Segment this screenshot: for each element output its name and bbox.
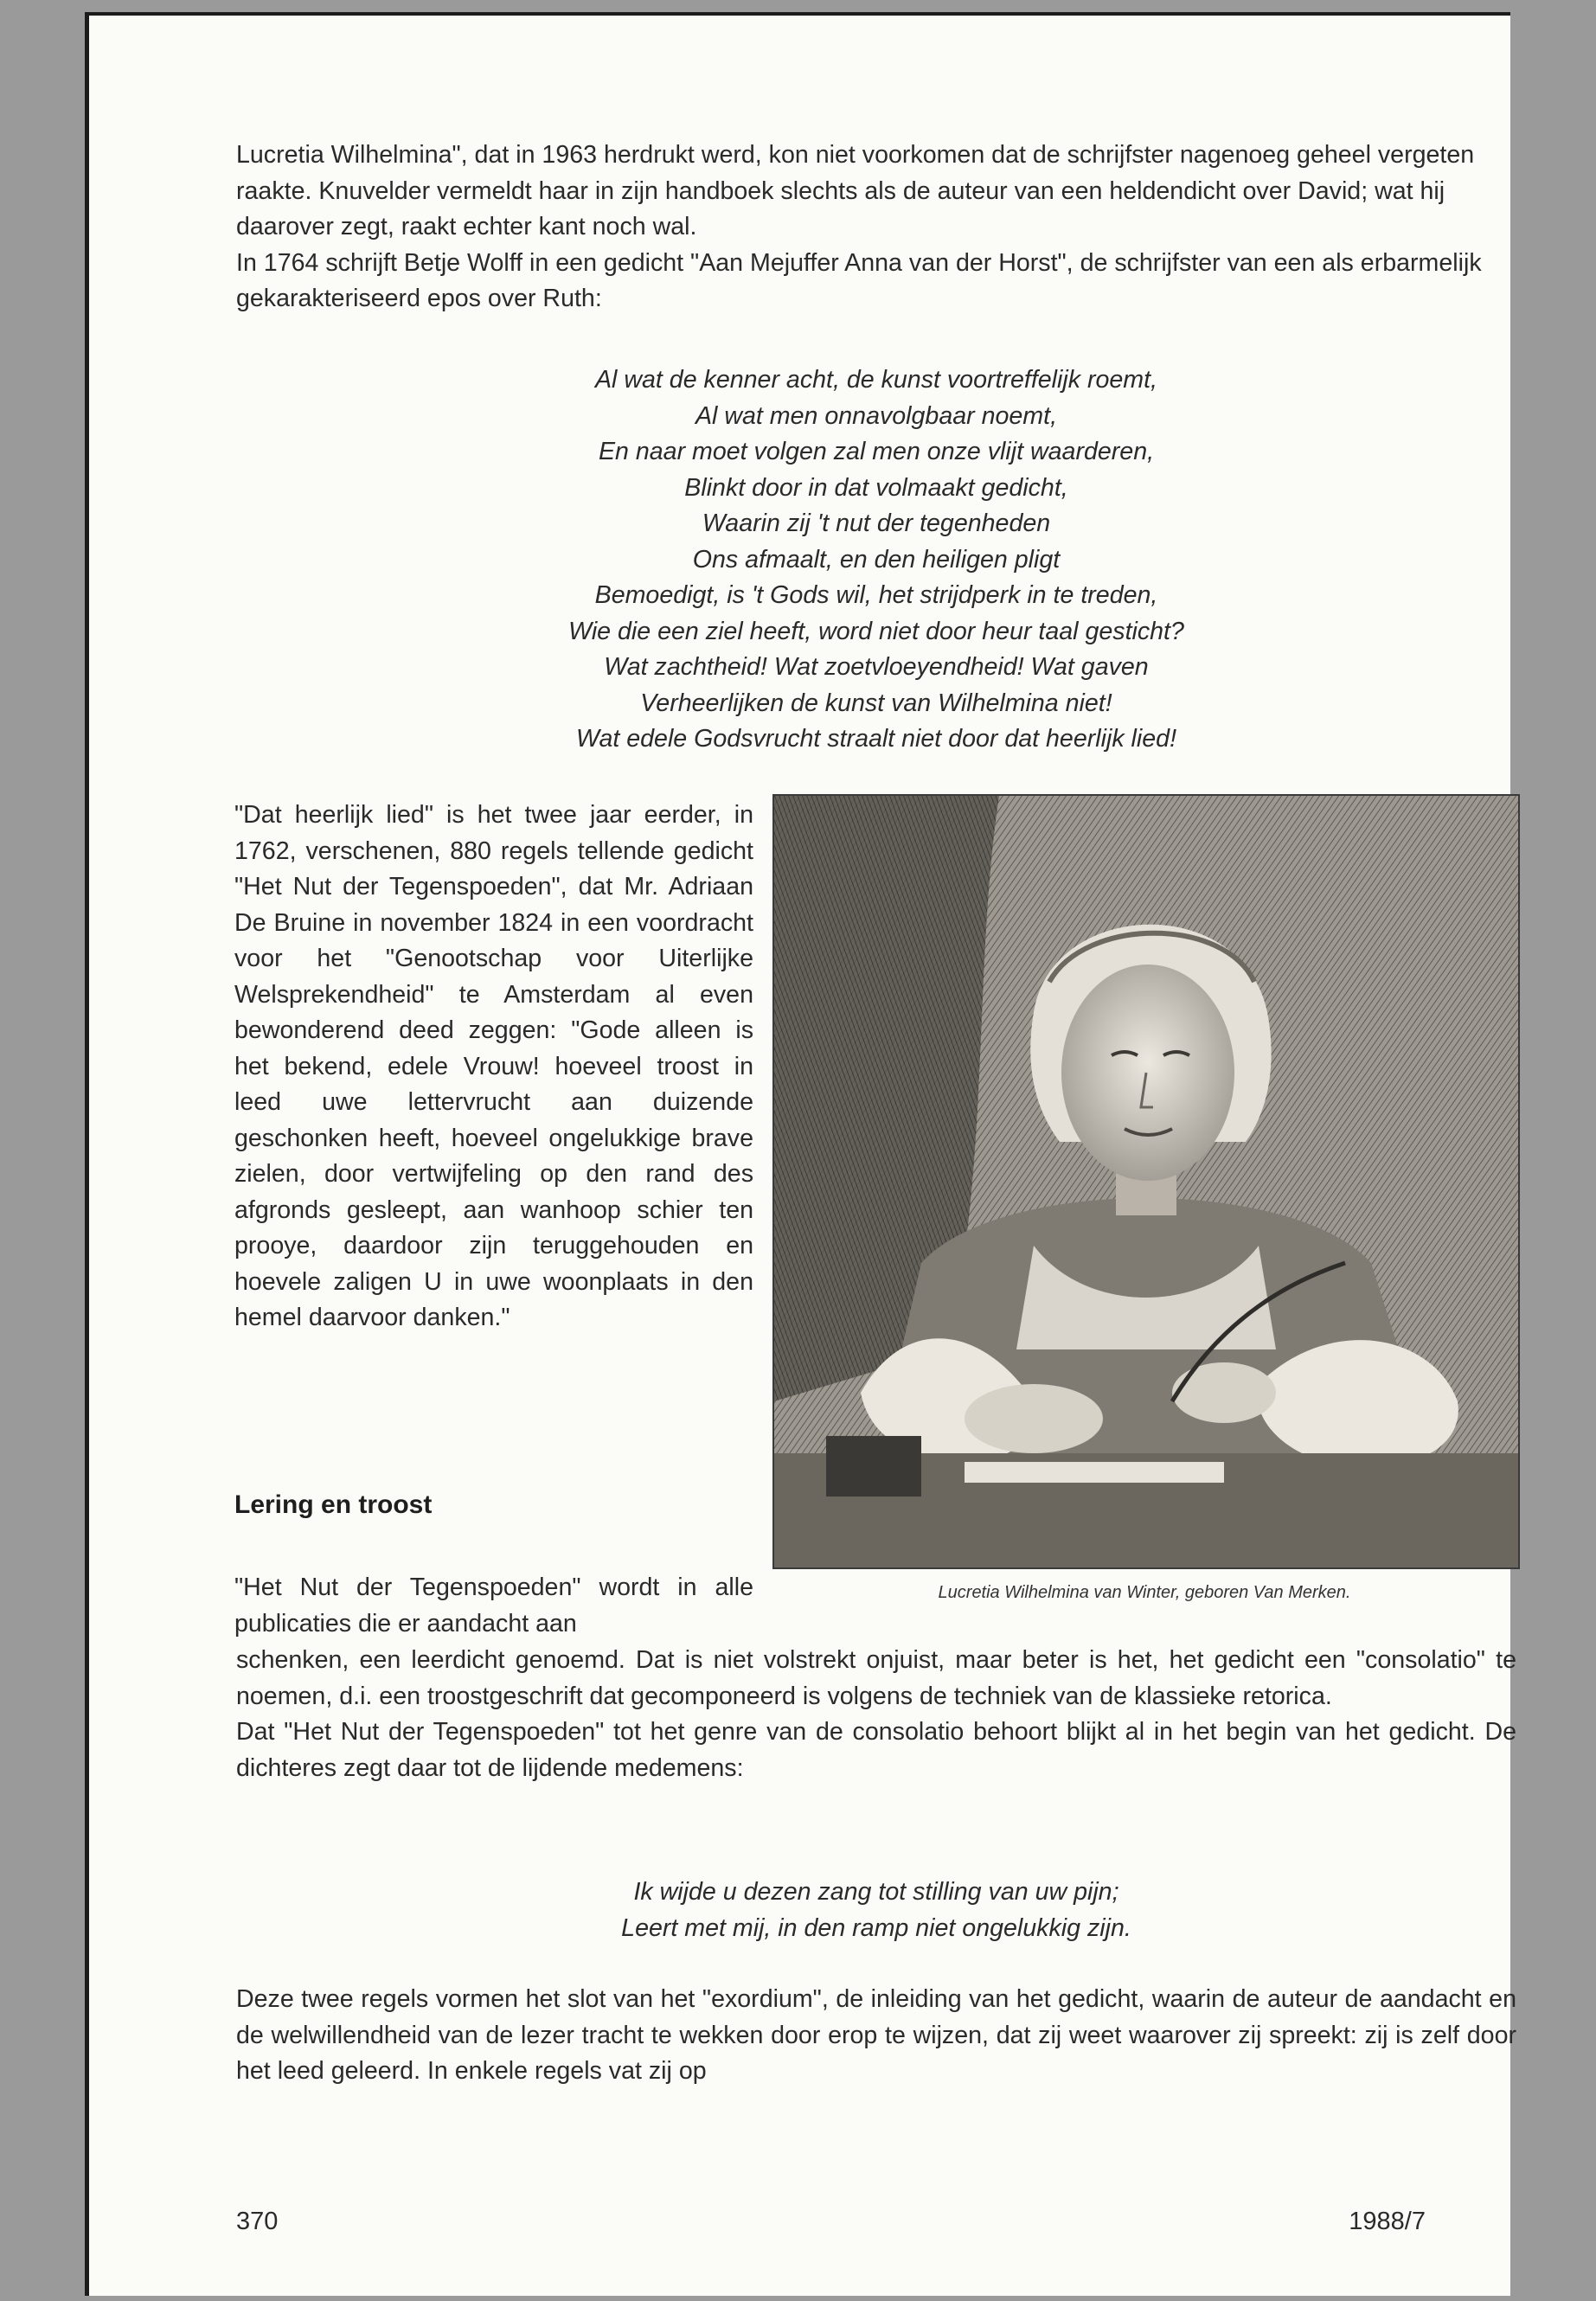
poem-line: Verheerlijken de kunst van Wilhelmina niet!: [640, 689, 1112, 717]
intro-text: [236, 138, 1516, 317]
page-number: 370: [236, 2208, 279, 2235]
paragraph: In 1764 schrijft Betje Wolff in een gedicht "Aan Mejuffer Anna van der Horst", de schrijfster van een als erbarmelijk gekarakteriseerd epos over Ruth:: [236, 248, 1482, 312]
issue-label: 1988/7: [1349, 2208, 1426, 2235]
left-column-paragraph: "Dat heerlijk lied" is het twee jaar eerder, in 1762, verschenen, 880 regels tellende gedicht "Het Nut der Tegenspoeden", dat Mr. Adriaan De Bruine in november 1824 in een voordracht voor het "Genootschap voor Uiterlijke Welsprekendheid" te Amsterdam al even bewonderend deed zeggen: "Gode alleen is het bekend, edele Vrouw! hoeveel troost in leed uwe lettervrucht aan duizende geschonken heeft, hoeveel ongelukkige brave zielen, door vertwijfeling op den rand des afgronds gesleept, aan wanhoop schier ten prooye, daardoor zijn teruggehouden en hoevele zaligen U in uwe woonplaats in den hemel daarvoor danken.": [234, 801, 753, 1331]
poem-line: Ik wijde u dezen zang tot stilling van uw pijn;: [633, 1878, 1119, 1906]
poem-line: Blinkt door in dat volmaakt gedicht,: [684, 473, 1068, 502]
section-heading: Lering en troost: [234, 1490, 433, 1519]
poem-line: Bemoedigt, is 't Gods wil, het strijdperk in te treden,: [594, 581, 1158, 609]
paragraph: Dat "Het Nut der Tegenspoeden" tot het genre van de consolatio behoort blijkt al in het begin van het gedicht. De dichteres zegt daar tot de lijdende medemens:: [236, 1718, 1516, 1782]
poem-line: Wat zachtheid! Wat zoetvloeyendheid! Wat gaven: [604, 653, 1149, 681]
document-page: [85, 12, 1516, 2296]
figure-caption: Lucretia Wilhelmina van Winter, geboren Van Merken.: [938, 1583, 1351, 1602]
paragraph: schenken, een leerdicht genoemd. Dat is niet volstrekt onjuist, maar beter is het, het gedicht een "consolatio" te noemen, d.i. een troostgeschrift dat gecomponeerd is volgens de techniek van de klassieke retorica.: [236, 1646, 1516, 1710]
poem-line: Leert met mij, in den ramp niet ongelukkig zijn.: [621, 1913, 1131, 1942]
portrait-engraving: [772, 794, 1520, 1569]
body-text: [236, 1643, 1516, 1786]
poem-line: Wie die een ziel heeft, word niet door heur taal gesticht?: [568, 617, 1184, 645]
poem-line: Al wat de kenner acht, de kunst voortreffelijk roemt,: [594, 366, 1158, 394]
poem-quote: [236, 362, 1516, 758]
paragraph: Deze twee regels vormen het slot van het "exordium", de inleiding van het gedicht, waarin de auteur de aandacht en de welwillendheid van de lezer tracht te wekken door erop te wijzen, dat zij weet waarover zij spreekt: zij is zelf door het leed geleerd. In enkele regels vat zij op: [236, 1985, 1516, 2085]
poem-line: Al wat men onnavolgbaar noemt,: [695, 401, 1058, 430]
poem-line: Ons afmaalt, en den heiligen pligt: [692, 545, 1061, 574]
poem-quote: [236, 1875, 1516, 1946]
paragraph: "Het Nut der Tegenspoeden" wordt in alle publicaties die er aandacht aan: [234, 1574, 753, 1638]
poem-line: Waarin zij 't nut der tegenheden: [702, 510, 1051, 537]
poem-line: Wat edele Godsvrucht straalt niet door dat heerlijk lied!: [575, 725, 1177, 753]
poem-line: En naar moet volgen zal men onze vlijt waarderen,: [598, 438, 1155, 465]
portrait-illustration: [774, 796, 1518, 1567]
paragraph: Lucretia Wilhelmina", dat in 1963 herdrukt werd, kon niet voorkomen dat de schrijfster nagenoeg geheel vergeten raakte. Knuvelder vermeldt haar in zijn handboek slechts als de auteur van een heldendicht over David; wat hij daarover zegt, raakt echter kant noch wal.: [236, 141, 1475, 240]
